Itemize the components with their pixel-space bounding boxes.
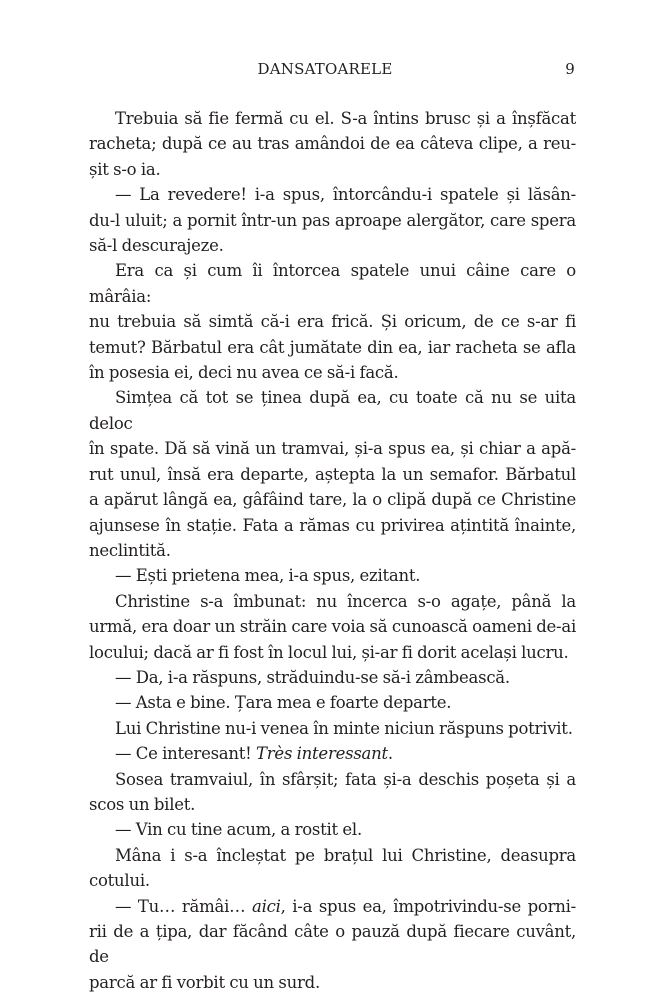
- paragraph: [89, 817, 576, 842]
- text-line: să-l descurajeze.: [89, 236, 224, 256]
- text-line: — Ești prietena mea, i-a spus, ezitant.: [115, 566, 421, 586]
- text-line: rut unul, însă era departe, aștepta la un semafor. Bărbatul: [89, 464, 576, 484]
- chapter-title: DANSATOARELE: [257, 60, 393, 78]
- text-line: în posesia ei, deci nu avea ce să-i facă.: [89, 363, 399, 383]
- paragraph: [89, 843, 576, 894]
- text-line: Simțea că tot se ținea după ea, cu toate că nu se uita deloc: [89, 388, 576, 433]
- paragraph: [89, 563, 576, 588]
- text-line: — Tu… rămâi… aici, i-a spus ea, împotrivindu-se porni-: [115, 896, 576, 916]
- paragraph: [89, 767, 576, 818]
- body-text: [89, 106, 576, 995]
- text-line: ajunsese în stație. Fata a rămas cu privirea ațintită înainte,: [89, 515, 576, 535]
- paragraph: [89, 741, 576, 766]
- paragraph: [89, 385, 576, 563]
- text-line: Mâna i s-a încleștat pe brațul lui Christine, deasupra: [115, 845, 576, 865]
- text-line: rii de a țipa, dar făcând câte o pauză după fiecare cuvânt, de: [89, 922, 576, 967]
- text-line: temut? Bărbatul era cât jumătate din ea, iar racheta se afla: [89, 337, 576, 357]
- paragraph: [89, 665, 576, 690]
- text-line: a apărut lângă ea, gâfâind tare, la o clipă după ce Christine: [89, 490, 576, 510]
- paragraph: [89, 894, 576, 996]
- text-line: Lui Christine nu-i venea în minte niciun răspuns potrivit.: [115, 718, 573, 738]
- text-line: neclintită.: [89, 540, 171, 560]
- text-line: Christine s-a îmbunat: nu încerca s-o agațe, până la: [115, 591, 576, 611]
- text-line: parcă ar fi vorbit cu un surd.: [89, 972, 320, 992]
- page-number: 9: [565, 60, 575, 78]
- italic-text: Très interessant: [256, 744, 388, 764]
- text-line: locului; dacă ar fi fost în locul lui, și-ar fi dorit același lucru.: [89, 642, 569, 662]
- text-line: — Asta e bine. Țara mea e foarte departe.: [115, 693, 452, 713]
- text-line: — Da, i-a răspuns, străduindu-se să-i zâmbească.: [115, 667, 510, 687]
- text-line: — Vin cu tine acum, a rostit el.: [115, 820, 362, 840]
- text-line: urmă, era doar un străin care voia să cunoască oameni de-ai: [89, 617, 576, 637]
- text-line: du-l uluit; a pornit într-un pas aproape alergător, care spera: [89, 210, 576, 230]
- paragraph: [89, 690, 576, 715]
- text-line: nu trebuia să simtă că-i era frică. Și oricum, de ce s-ar fi: [89, 312, 576, 332]
- text-line: Trebuia să fie fermă cu el. S-a întins brusc și a înșfăcat: [115, 109, 576, 128]
- paragraph: [89, 106, 576, 182]
- running-head: [0, 60, 650, 80]
- italic-text: aici: [252, 896, 281, 916]
- paragraph: [89, 182, 576, 258]
- text-line: — Ce interesant! Très interessant.: [115, 744, 393, 764]
- paragraph: [89, 589, 576, 665]
- text-line: Era ca și cum îi întorcea spatele unui câine care o mârâia:: [89, 261, 576, 306]
- text-line: scos un bilet.: [89, 794, 196, 814]
- text-line: șit s-o ia.: [89, 159, 161, 179]
- paragraph: [89, 716, 576, 741]
- text-line: cotului.: [89, 871, 150, 891]
- text-line: în spate. Dă să vină un tramvai, și-a spus ea, și chiar a apă-: [89, 439, 576, 459]
- text-line: Sosea tramvaiul, în sfârșit; fata și-a deschis poșeta și a: [115, 769, 576, 789]
- text-line: racheta; după ce au tras amândoi de ea câteva clipe, a reu-: [89, 134, 576, 154]
- text-line: — La revedere! i-a spus, întorcându-i spatele și lăsân-: [115, 185, 576, 205]
- paragraph: [89, 258, 576, 385]
